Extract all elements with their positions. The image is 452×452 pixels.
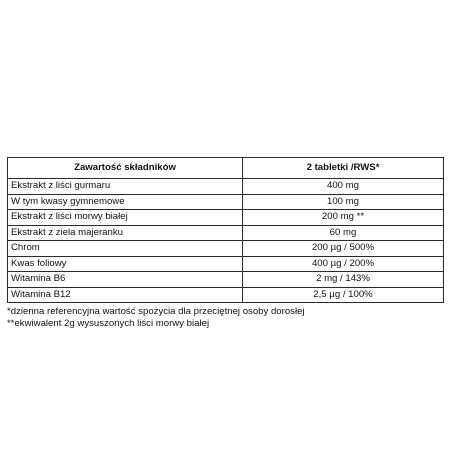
table-header-row bbox=[8, 158, 444, 179]
table-row bbox=[8, 210, 444, 226]
ingredient-amount: 400 mg bbox=[243, 179, 444, 195]
ingredient-amount: 400 µg / 200% bbox=[243, 256, 444, 272]
ingredient-name: Witamina B12 bbox=[8, 287, 243, 303]
footnote-rws: *dzienna referencyjna wartość spożycia dla przeciętnej osoby dorosłej bbox=[7, 306, 305, 317]
table-row bbox=[8, 225, 444, 241]
ingredient-name: Ekstrakt z liści gurmaru bbox=[8, 179, 243, 195]
ingredient-name: Ekstrakt z liści morwy białej bbox=[8, 210, 243, 226]
ingredient-name: Ekstrakt z ziela majeranku bbox=[8, 225, 243, 241]
footnotes bbox=[7, 306, 443, 330]
ingredient-amount: 200 µg / 500% bbox=[243, 241, 444, 257]
column-header-ingredient: Zawartość składników bbox=[8, 158, 243, 179]
column-header-dose: 2 tabletki /RWS* bbox=[243, 158, 444, 179]
ingredient-amount: 2 mg / 143% bbox=[243, 272, 444, 288]
ingredients-table bbox=[7, 157, 444, 303]
ingredient-name: Witamina B6 bbox=[8, 272, 243, 288]
footnote-equivalent: **ekwiwalent 2g wysuszonych liści morwy białej bbox=[7, 318, 210, 329]
table-row bbox=[8, 287, 444, 303]
ingredients-panel bbox=[7, 157, 443, 330]
table-row bbox=[8, 241, 444, 257]
ingredient-amount: 2,5 µg / 100% bbox=[243, 287, 444, 303]
ingredient-name: Chrom bbox=[8, 241, 243, 257]
ingredient-amount: 200 mg ** bbox=[243, 210, 444, 226]
ingredient-name: W tym kwasy gymnemowe bbox=[8, 194, 243, 210]
ingredient-amount: 60 mg bbox=[243, 225, 444, 241]
table-row bbox=[8, 194, 444, 210]
ingredient-amount: 100 mg bbox=[243, 194, 444, 210]
table-row bbox=[8, 272, 444, 288]
table-row bbox=[8, 256, 444, 272]
table-row bbox=[8, 179, 444, 195]
ingredient-name: Kwas foliowy bbox=[8, 256, 243, 272]
